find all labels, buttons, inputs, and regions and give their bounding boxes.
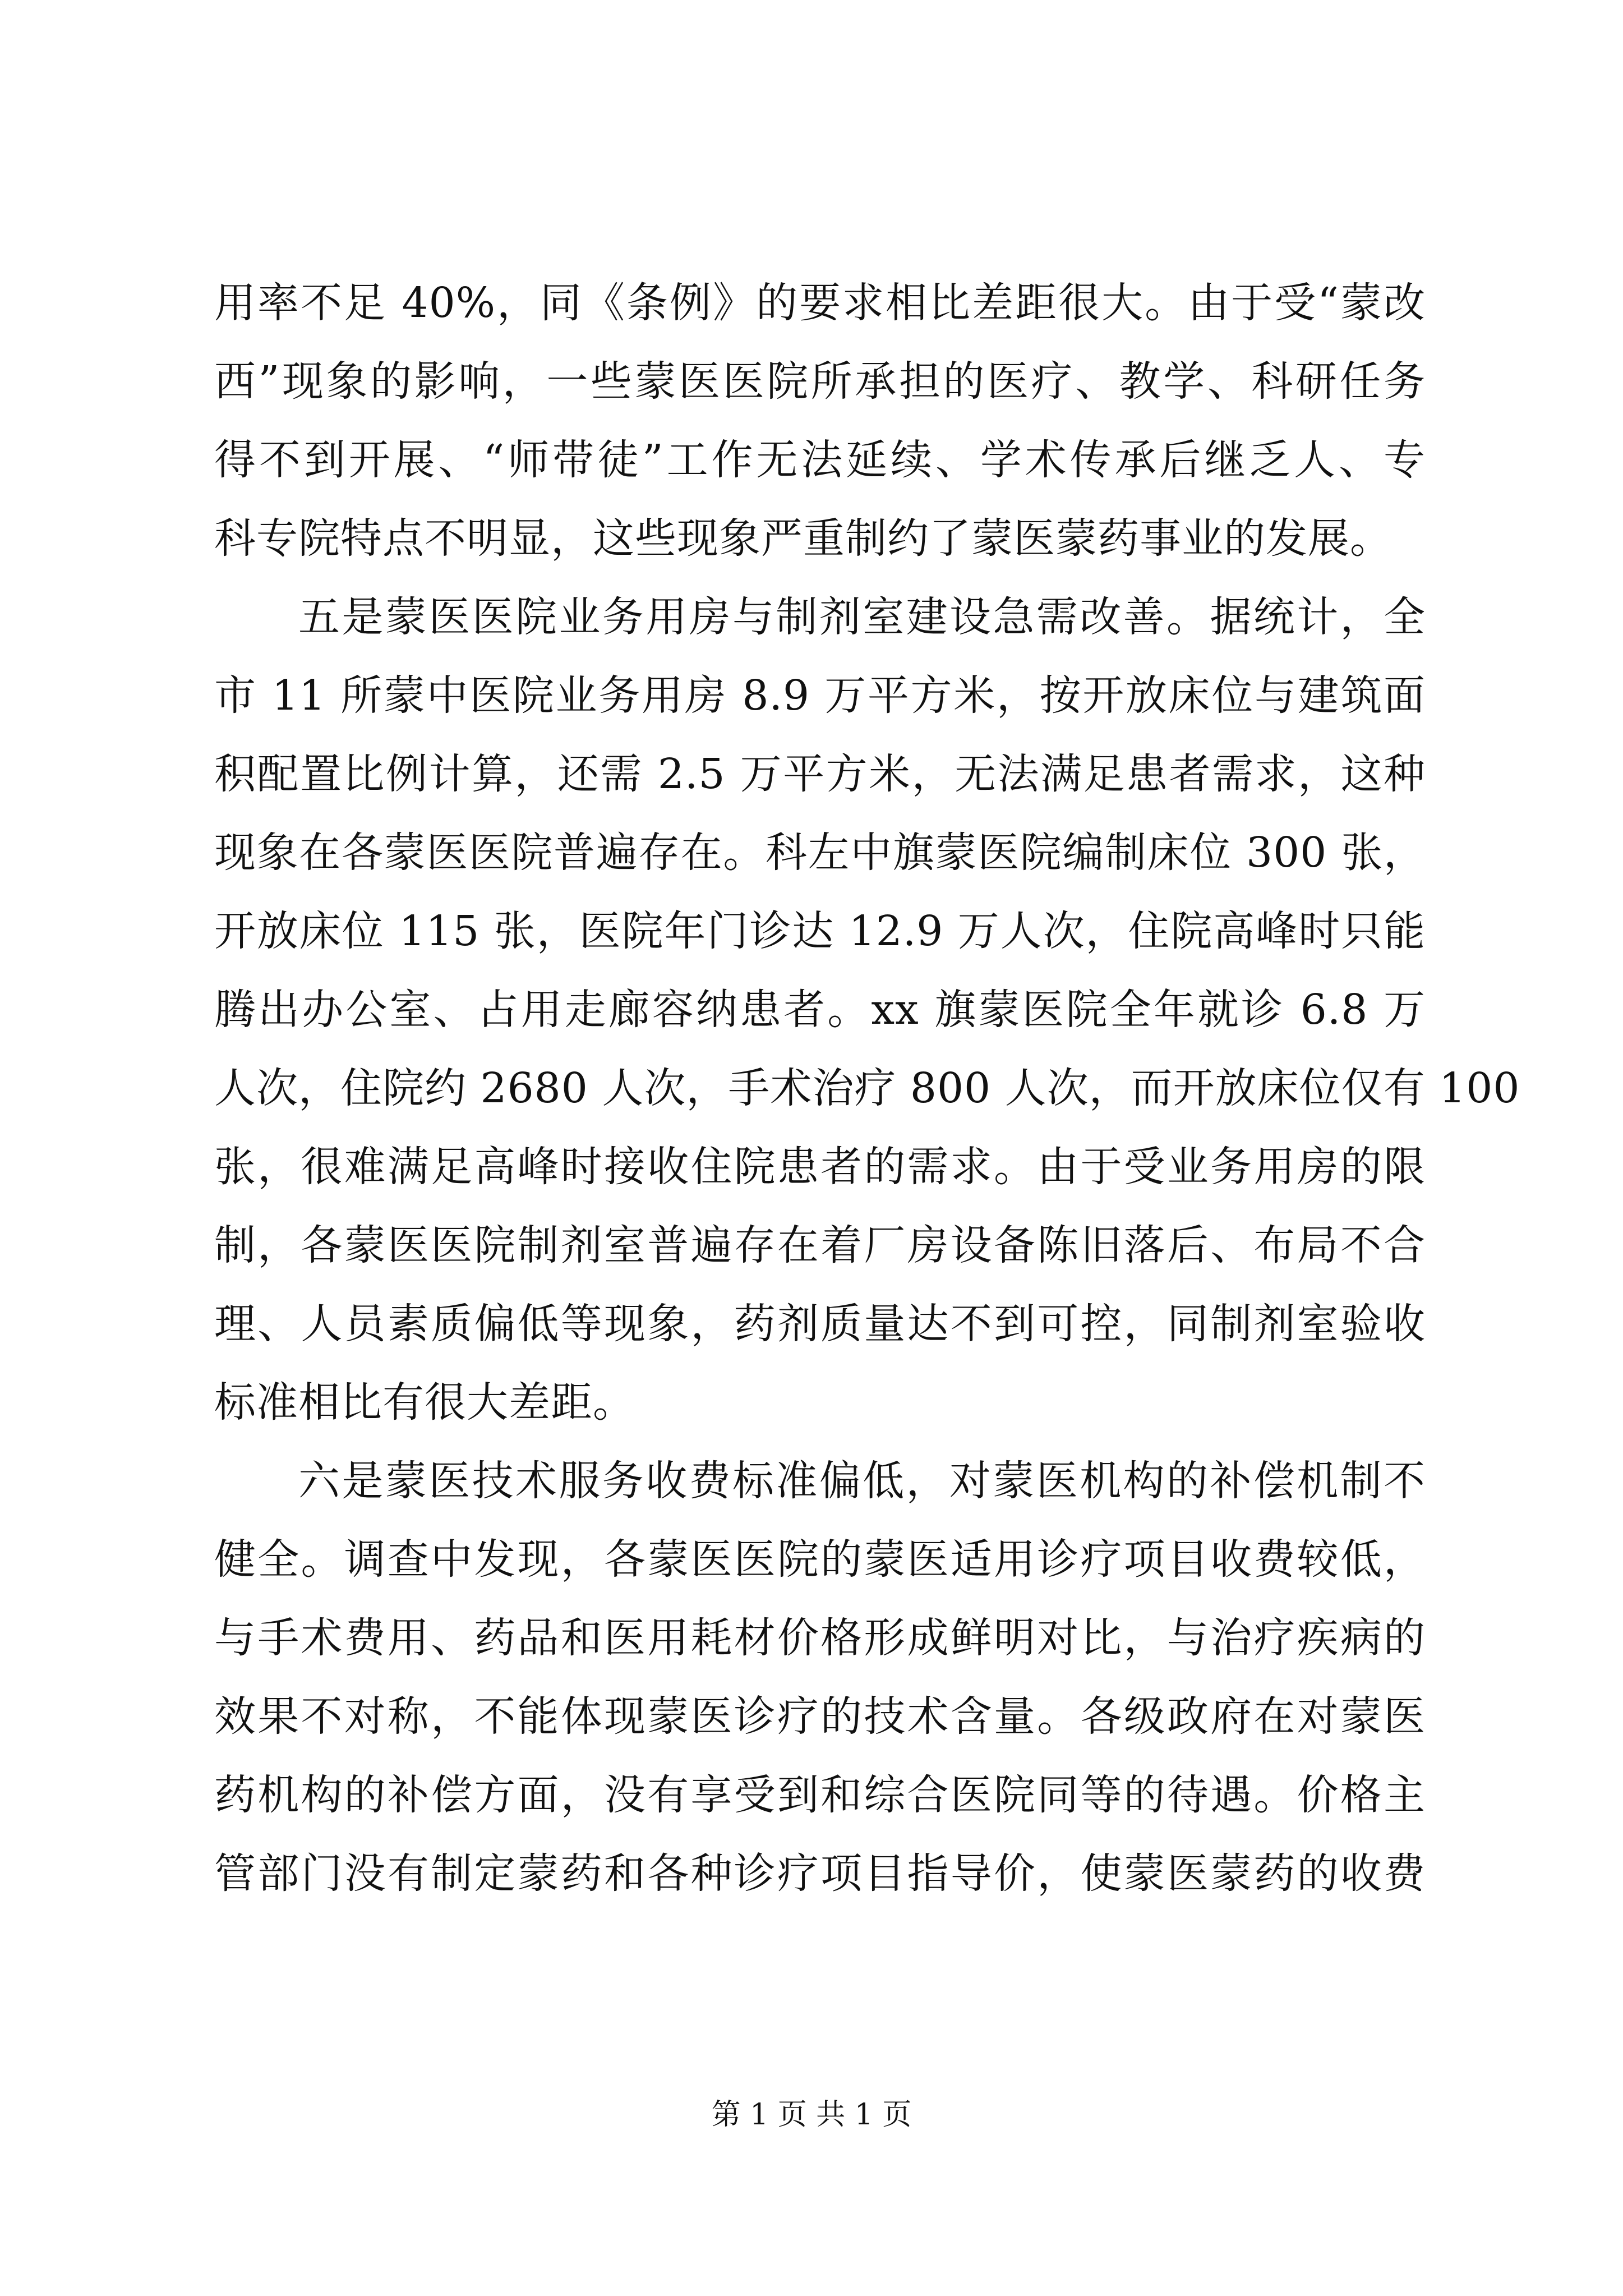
text-line: 理、人员素质偏低等现象，药剂质量达不到可控，同制剂室验收 xyxy=(214,1300,1426,1348)
text-line: 人次，住院约 2680 人次，手术治疗 800 人次，而开放床位仅有 100 xyxy=(214,1064,1520,1112)
text-line: 制，各蒙医医院制剂室普遍存在着厂房设备陈旧落后、布局不合 xyxy=(214,1221,1426,1269)
text-line: 五是蒙医医院业务用房与制剂室建设急需改善。据统计，全 xyxy=(298,593,1426,641)
text-line: 积配置比例计算，还需 2.5 万平方米，无法满足患者需求，这种 xyxy=(214,750,1426,798)
text-line: 六是蒙医技术服务收费标准偏低，对蒙医机构的补偿机制不 xyxy=(298,1457,1426,1505)
text-line: 标准相比有很大差距。 xyxy=(214,1378,635,1427)
page-number-label: 第 1 页 共 1 页 xyxy=(711,2098,912,2132)
text-line: 得不到开展、“师带徒”工作无法延续、学术传承后继乏人、专 xyxy=(214,436,1426,484)
text-line: 健全。调查中发现，各蒙医医院的蒙医适用诊疗项目收费较低， xyxy=(214,1535,1426,1584)
paragraph xyxy=(214,1442,1426,1913)
text-line: 与手术费用、药品和医用耗材价格形成鲜明对比，与治疗疾病的 xyxy=(214,1614,1426,1662)
text-line: 张，很难满足高峰时接收住院患者的需求。由于受业务用房的限 xyxy=(214,1143,1426,1191)
text-line: 西”现象的影响，一些蒙医医院所承担的医疗、教学、科研任务 xyxy=(214,357,1426,406)
text-line: 效果不对称，不能体现蒙医诊疗的技术含量。各级政府在对蒙医 xyxy=(214,1692,1426,1741)
text-line: 管部门没有制定蒙药和各种诊疗项目指导价，使蒙医蒙药的收费 xyxy=(214,1849,1426,1898)
text-line: 科专院特点不明显，这些现象严重制约了蒙医蒙药事业的发展。 xyxy=(214,514,1392,563)
paragraph xyxy=(214,264,1426,578)
text-line: 药机构的补偿方面，没有享受到和综合医院同等的待遇。价格主 xyxy=(214,1771,1426,1819)
document-body xyxy=(214,264,1520,1913)
page-footer xyxy=(0,2095,1623,2134)
paragraph xyxy=(214,578,1520,1442)
text-line: 市 11 所蒙中医院业务用房 8.9 万平方米，按开放床位与建筑面 xyxy=(214,671,1426,720)
text-line: 用率不足 40%，同《条例》的要求相比差距很大。由于受“蒙改 xyxy=(214,279,1426,327)
text-line: 腾出办公室、占用走廊容纳患者。xx 旗蒙医院全年就诊 6.8 万 xyxy=(214,986,1426,1034)
text-line: 现象在各蒙医医院普遍存在。科左中旗蒙医院编制床位 300 张， xyxy=(214,829,1426,877)
text-line: 开放床位 115 张，医院年门诊达 12.9 万人次，住院高峰时只能 xyxy=(214,907,1426,955)
